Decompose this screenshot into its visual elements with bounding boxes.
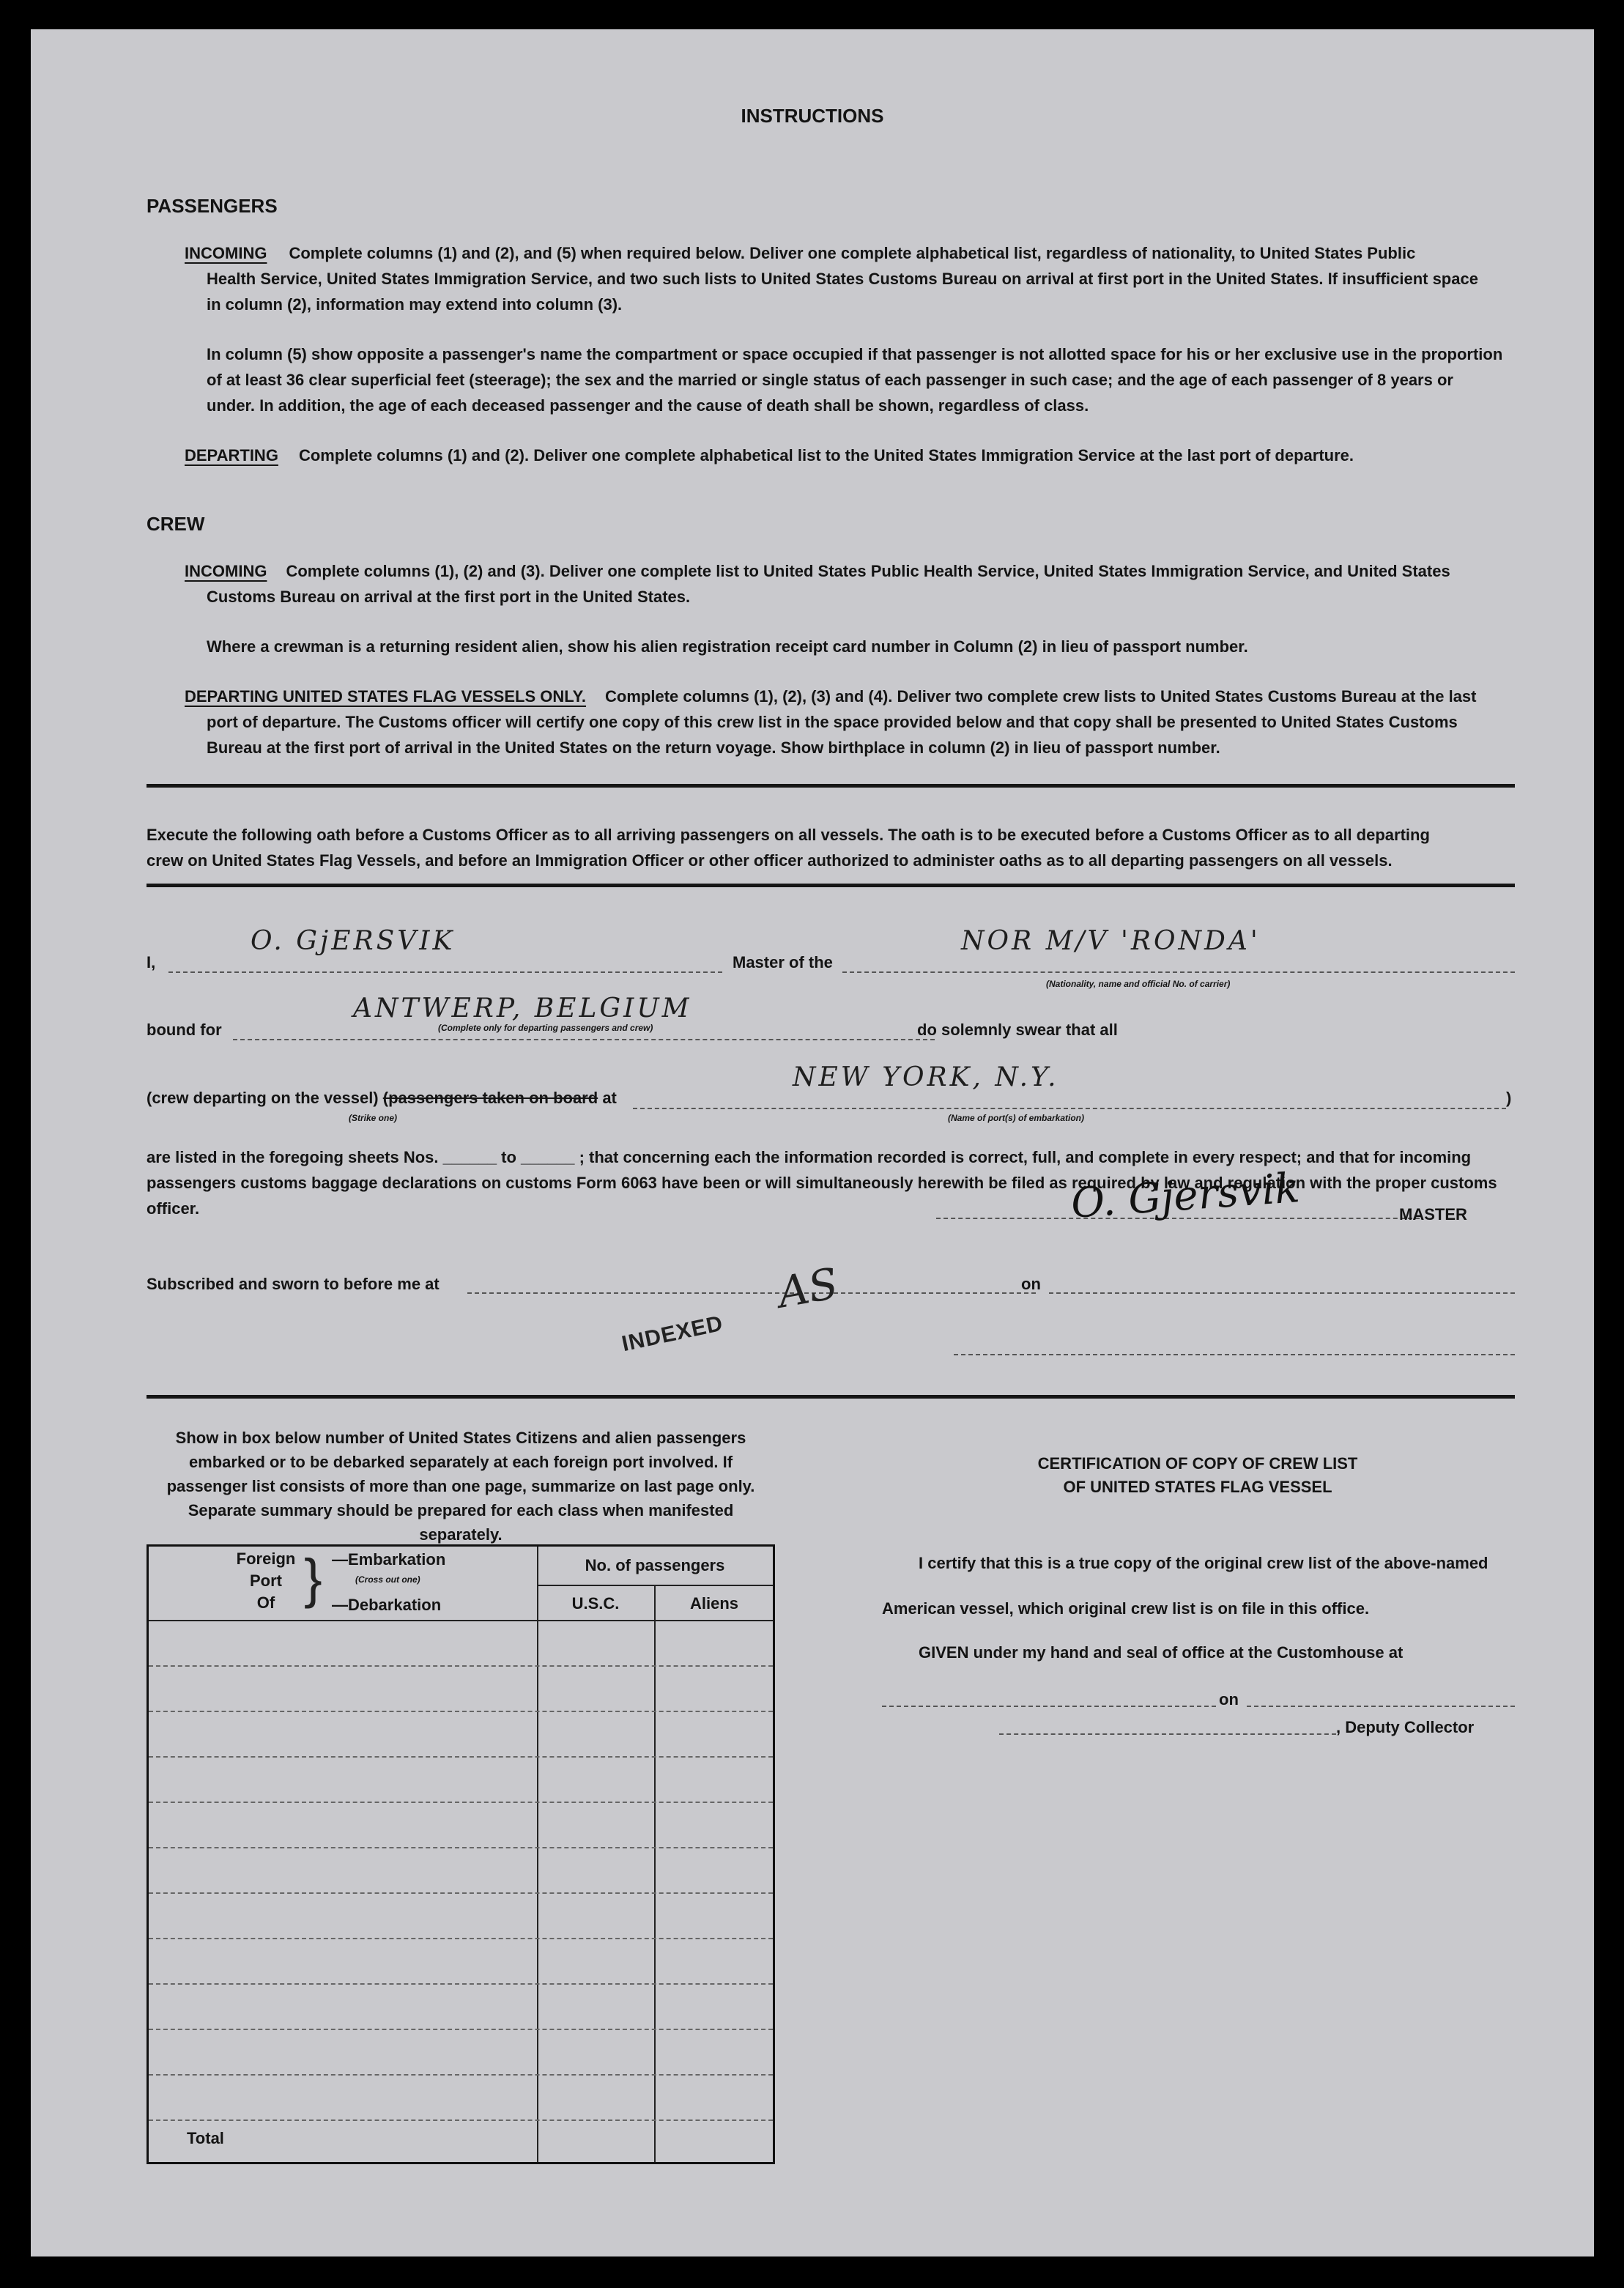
table-row[interactable]: [149, 1983, 773, 1985]
master-label: MASTER: [1399, 1205, 1467, 1223]
oath-instructions-line-2: crew on United States Flag Vessels, and before an Immigration Officer or other officer authorized to administer oaths as to all departing passengers on all vessels.: [147, 851, 1393, 870]
passengers-incoming-block: [185, 240, 1515, 468]
table-row[interactable]: [149, 1892, 773, 1894]
port-caption: (Name of port(s) of embarkation): [948, 1113, 1085, 1123]
summary-top-divider: [147, 1395, 1515, 1399]
passengers-incoming-line-1: Complete columns (1) and (2), and (5) when required below. Deliver one complete alphabetical list, regardless of nationality, to United States Public: [289, 244, 1416, 262]
port-field: NEW YORK, N.Y.: [793, 1062, 1059, 1092]
of-label: Of: [256, 1593, 275, 1612]
passengers-struck-text: (passengers taken on board: [382, 1089, 598, 1107]
oath-i-label: I,: [147, 953, 156, 971]
passengers-departing-text: Complete columns (1) and (2). Deliver one complete alphabetical list to the United States Immigration Service at the last port of departure.: [298, 446, 1354, 464]
crew-returning-alien-text: Where a crewman is a returning resident alien, show his alien registration receipt card number in Column (2) in lieu of passport number.: [207, 637, 1248, 656]
close-paren: ): [1506, 1089, 1512, 1107]
page-title: INSTRUCTIONS: [741, 105, 884, 127]
vessel-caption: (Nationality, name and official No. of carrier): [1046, 979, 1231, 989]
master-name-field: O. GjERSVIK: [251, 926, 456, 956]
crew-departing-line-3: Bureau at the first port of arrival in the United States on the return voyage. Show birthplace in column (2) in lieu of passport number.: [207, 738, 1220, 757]
passenger-summary-table: [147, 1544, 775, 2164]
summary-instructions-line-1: Show in box below number of United States Citizens and alien passengers: [175, 1429, 746, 1447]
certification-title-line-1: CERTIFICATION OF COPY OF CREW LIST: [1037, 1454, 1358, 1473]
passengers-heading: PASSENGERS: [147, 195, 278, 217]
deputy-signature-line[interactable]: [999, 1733, 1336, 1735]
crew-departing-text: (crew departing on the vessel): [147, 1089, 379, 1107]
vessel-field: NOR M/V 'RONDA': [961, 926, 1261, 956]
total-label: Total: [187, 2129, 224, 2147]
master-name-line: [168, 971, 722, 973]
port-label: Port: [250, 1571, 282, 1590]
crew-heading: CREW: [147, 513, 205, 535]
certification-date-line[interactable]: [1247, 1706, 1515, 1707]
oath-top-divider: [147, 884, 1515, 887]
summary-instructions-line-3: passenger list consists of more than one page, summarize on last page only.: [166, 1477, 755, 1495]
foreign-port-label: [229, 1548, 303, 1614]
aliens-column-rule: [654, 1586, 656, 2162]
crew-departing-line-2: port of departure. The Customs officer will certify one copy of this crew list in the space provided below and that copy shall be presented to United States Customs: [207, 713, 1458, 731]
oath-instructions-line-1: Execute the following oath before a Customs Officer as to all arriving passengers on all vessels. The oath is to be executed before a Customs Officer as to all departing: [147, 826, 1430, 844]
no-of-passengers-header: No. of passengers: [585, 1556, 725, 1574]
foreign-label: Foreign: [236, 1550, 296, 1568]
oath-statement-line-2: passengers customs baggage declarations on customs Form 6063 have been or will simultaneously herewith be filed as required by law and regulation with the proper customs: [147, 1174, 1497, 1192]
debarkation-label[interactable]: —Debarkation: [332, 1596, 442, 1614]
master-of-label: Master of the: [733, 953, 833, 971]
passengers-column5-line-3: under. In addition, the age of each deceased passenger and the cause of death shall be shown, regardless of class.: [207, 396, 1089, 415]
crew-departing-line: [147, 1085, 617, 1111]
section-divider: [147, 784, 1515, 788]
master-signature: O. Gjersvik: [1069, 1164, 1302, 1228]
crew-incoming-line-1: Complete columns (1), (2) and (3). Deliver one complete list to United States Public Health Service, United States Immigration Service, and United States: [286, 562, 1450, 580]
oath-statement: [147, 1144, 1515, 1221]
certification-line-2: American vessel, which original crew list is on file in this office.: [882, 1599, 1370, 1618]
summary-instructions-line-2: embarked or to be debarked separately at each foreign port involved. If: [188, 1453, 733, 1471]
subscribed-place-line: [467, 1292, 1036, 1294]
destination-line: [233, 1039, 935, 1040]
oath-instructions: [147, 822, 1515, 873]
officer-signature-line: [954, 1354, 1515, 1355]
crew-departing-label: DEPARTING UNITED STATES FLAG VESSELS ONLY.: [185, 687, 587, 706]
strike-one-caption: (Strike one): [349, 1113, 398, 1123]
subscribed-label: Subscribed and sworn to before me at: [147, 1275, 440, 1293]
customhouse-line[interactable]: [882, 1706, 1216, 1707]
stamp-initials: AS: [774, 1258, 842, 1318]
aliens-header: Aliens: [689, 1594, 739, 1613]
crew-incoming-line-2: Customs Bureau on arrival at the first port in the United States.: [207, 588, 691, 606]
usc-column-rule: [537, 1547, 538, 2162]
certification-line-1: I certify that this is a true copy of the original crew list of the above-named: [919, 1554, 1488, 1572]
passengers-departing-label: DEPARTING: [185, 446, 278, 464]
bound-for-label: bound for: [147, 1021, 222, 1039]
summary-instructions-line-4: Separate summary should be prepared for each class when manifested separately.: [188, 1501, 734, 1544]
table-row[interactable]: [149, 1756, 773, 1758]
crew-incoming-label: INCOMING: [185, 562, 267, 580]
certification-title-line-2: OF UNITED STATES FLAG VESSEL: [1063, 1478, 1332, 1496]
table-row[interactable]: [149, 1711, 773, 1712]
passengers-incoming-line-3: in column (2), information may extend into column (3).: [207, 295, 623, 314]
passengers-incoming-line-2: Health Service, United States Immigration Service, and two such lists to United States Customs Bureau on arrival at first port in the United States. If insufficient space: [207, 270, 1478, 288]
passengers-column5-line-2: of at least 36 clear superficial feet (steerage); the sex and the married or single status of each passenger in such case; and the age of each passenger of 8 years or: [207, 371, 1453, 389]
table-row[interactable]: [149, 1802, 773, 1803]
crew-departing-line-1: Complete columns (1), (2), (3) and (4). Deliver two complete crew lists to United States Customs Bureau at the last: [605, 687, 1477, 706]
embarkation-label[interactable]: —Embarkation: [332, 1550, 446, 1569]
subscribed-on-label: on: [1021, 1275, 1041, 1293]
at-label: at: [602, 1089, 617, 1107]
document-page: [31, 29, 1594, 2256]
indexed-stamp-text: INDEXED: [619, 1311, 726, 1357]
passengers-column5-line-1: In column (5) show opposite a passenger's name the compartment or space occupied if that passenger is not allotted space for his or her exclusive use in the proportion: [207, 345, 1503, 363]
table-row[interactable]: [149, 1847, 773, 1848]
subscribed-date-line: [1049, 1292, 1515, 1294]
destination-field: ANTWERP, BELGIUM: [353, 993, 692, 1023]
certification-title: [910, 1452, 1486, 1499]
crew-block: [185, 558, 1515, 760]
table-row[interactable]: [149, 1938, 773, 1939]
summary-instructions: [147, 1426, 775, 1547]
bracket-symbol: }: [304, 1548, 322, 1609]
usc-header: U.S.C.: [571, 1594, 620, 1613]
certification-on-label: on: [1219, 1690, 1239, 1708]
oath-statement-line-3: officer.: [147, 1199, 200, 1218]
vessel-line: [842, 971, 1515, 973]
cross-out-caption: (Cross out one): [355, 1574, 420, 1585]
certification-line-3: GIVEN under my hand and seal of office at the Customhouse at: [919, 1643, 1404, 1662]
table-row[interactable]: [149, 2029, 773, 2030]
table-row[interactable]: [149, 1665, 773, 1667]
deputy-collector-label: , Deputy Collector: [1336, 1718, 1475, 1736]
table-row[interactable]: [149, 2074, 773, 2076]
oath-statement-line-1: are listed in the foregoing sheets Nos. ______ to ______ ; that concerning each the information recorded is correct, full, and complete in every respect; and that for incoming: [147, 1148, 1472, 1166]
port-line: [633, 1108, 1506, 1109]
header-bottom-rule: [149, 1620, 773, 1621]
table-row[interactable]: [149, 2119, 773, 2121]
indexed-stamp: [620, 1311, 725, 1357]
destination-caption: (Complete only for departing passengers and crew): [438, 1023, 653, 1033]
passengers-incoming-label: INCOMING: [185, 244, 267, 262]
solemnly-swear-label: do solemnly swear that all: [917, 1021, 1118, 1039]
